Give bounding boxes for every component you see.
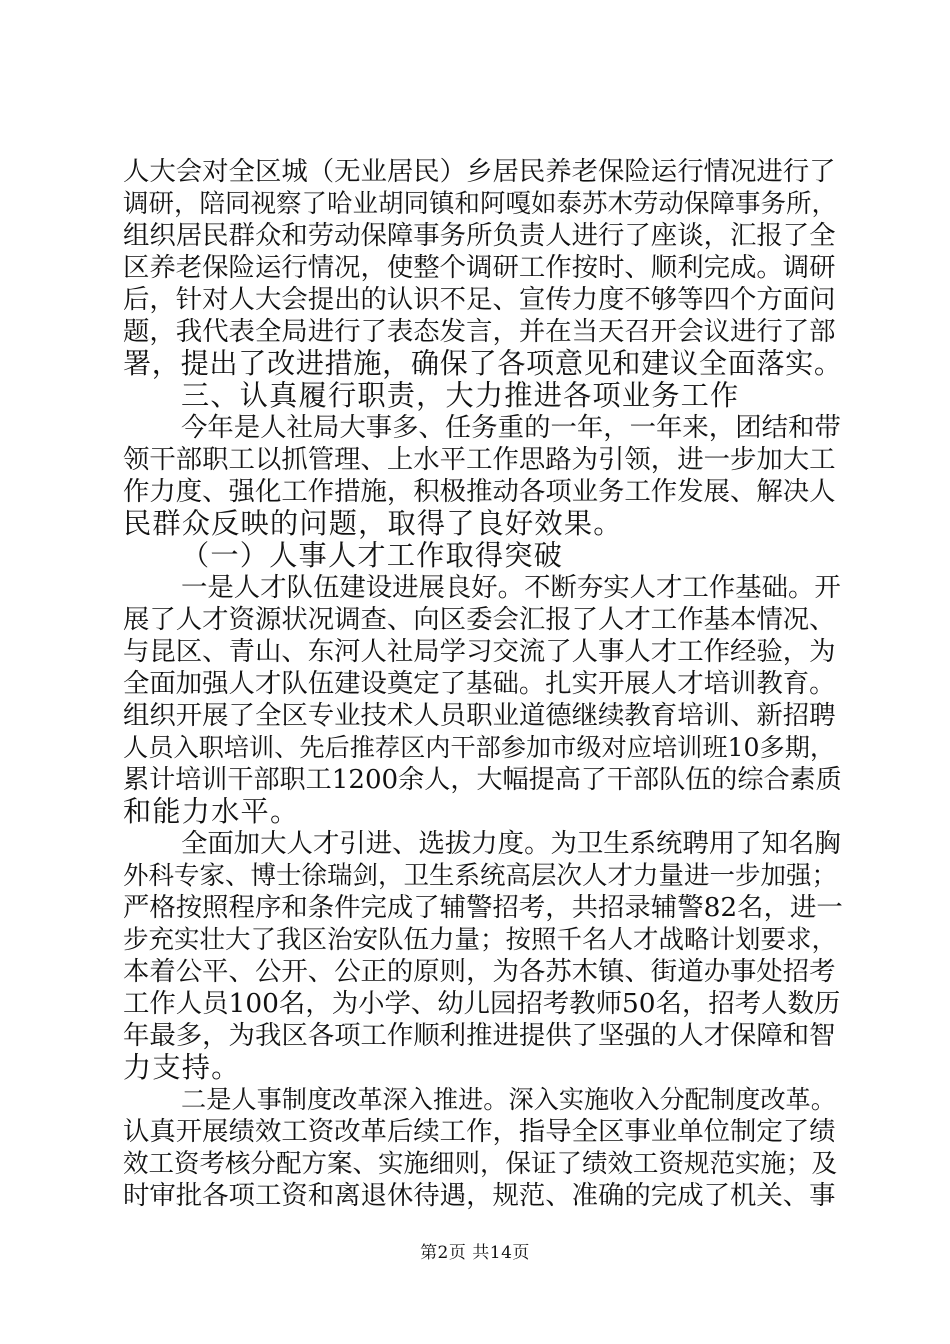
text-line: 步充实壮大了我区治安队伍力量；按照千名人才战略计划要求， <box>123 925 838 955</box>
text-line: 今年是人社局大事多、任务重的一年，一年来，团结和带 <box>181 412 841 443</box>
text-line: 组织居民群众和劳动保障事务所负责人进行了座谈，汇报了全 <box>123 220 836 251</box>
text-line: 年最多，为我区各项工作顺利推进提供了坚强的人才保障和智 <box>123 1020 836 1051</box>
text-line: 作力度、强化工作措施，积极推动各项业务工作发展、解决人 <box>123 476 836 507</box>
document-body <box>123 156 843 1212</box>
text-line: 一是人才队伍建设进展良好。不断夯实人才工作基础。开 <box>181 572 841 603</box>
text-line: 严格按照程序和条件完成了辅警招考，共招录辅警82名，进一 <box>123 892 843 923</box>
text-line: 二是人事制度改革深入推进。深入实施收入分配制度改革。 <box>181 1085 836 1114</box>
text-line: 效工资考核分配方案、实施细则，保证了绩效工资规范实施；及 <box>123 1149 838 1179</box>
text-line: 组织开展了全区专业技术人员职业道德继续教育培训、新招聘 <box>123 700 836 731</box>
section-heading: 三、认真履行职责，大力推进各项业务工作 <box>181 379 740 412</box>
text-line: 时审批各项工资和离退休待遇，规范、准确的完成了机关、事 <box>123 1180 836 1211</box>
text-line: 外科专家、博士徐瑞剑，卫生系统高层次人才力量进一步加强； <box>123 861 838 891</box>
text-line: 后，针对人大会提出的认识不足、宣传力度不够等四个方面问 <box>123 284 836 315</box>
text-line: 全面加大人才引进、选拔力度。为卫生系统聘用了知名胸 <box>181 828 841 859</box>
text-line: 本着公平、公开、公正的原则，为各苏木镇、街道办事处招考 <box>123 956 836 987</box>
text-line: 区养老保险运行情况，使整个调研工作按时、顺利完成。调研 <box>123 252 836 283</box>
text-line: 题，我代表全局进行了表态发言，并在当天召开会议进行了部 <box>123 316 836 347</box>
text-line: 认真开展绩效工资改革后续工作，指导全区事业单位制定了绩 <box>123 1116 836 1147</box>
text-line: 和能力水平。 <box>123 795 300 828</box>
text-line: 民群众反映的问题，取得了良好效果。 <box>123 507 623 540</box>
text-line: 与昆区、青山、东河人社局学习交流了人事人才工作经验，为 <box>123 636 836 667</box>
page-number-footer: 第2页 共14页 <box>420 1243 530 1263</box>
text-line: 调研，陪同视察了哈业胡同镇和阿嘎如泰苏木劳动保障事务所， <box>123 189 838 219</box>
text-line: 署，提出了改进措施，确保了各项意见和建议全面落实。 <box>123 347 843 380</box>
text-line: 人大会对全区城（无业居民）乡居民养老保险运行情况进行了 <box>123 156 836 187</box>
text-line: 力支持。 <box>123 1051 241 1084</box>
text-line: 领干部职工以抓管理、上水平工作思路为引领，进一步加大工 <box>123 444 836 475</box>
subsection-heading: （一）人事人才工作取得突破 <box>181 539 564 572</box>
text-line: 人员入职培训、先后推荐区内干部参加市级对应培训班10多期， <box>123 733 836 762</box>
text-line: 累计培训干部职工1200余人，大幅提高了干部队伍的综合素质 <box>123 765 842 795</box>
text-line: 展了人才资源状况调查、向区委会汇报了人才工作基本情况、 <box>123 604 836 635</box>
text-line: 工作人员100名，为小学、幼儿园招考教师50名，招考人数历 <box>123 988 841 1019</box>
text-line: 全面加强人才队伍建设奠定了基础。扎实开展人才培训教育。 <box>123 668 836 699</box>
